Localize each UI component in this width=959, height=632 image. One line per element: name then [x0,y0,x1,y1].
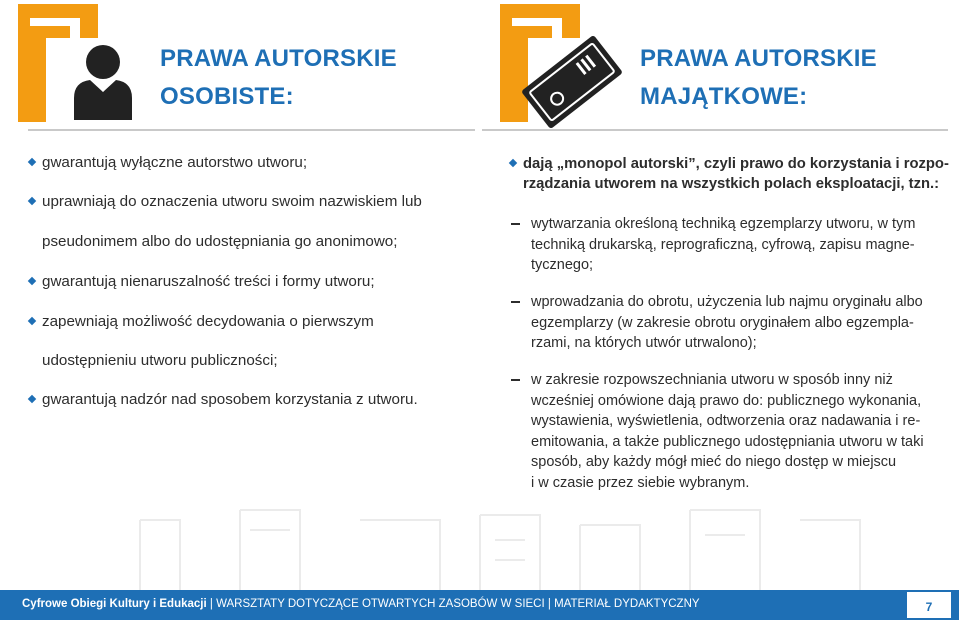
left-item-2: uprawniają do oznaczenia utworu swoim nazwiskiem lub [42,192,422,212]
right-lead-line2: rządzania utworem na wszystkich polach eksploatacji, tzn.: [523,176,940,192]
dash-bullet [511,379,520,381]
dash-bullet [511,301,520,303]
right-point-1: wytwarzania określoną techniką egzemplarzy utworu, w tym techniką drukarską, reprograficzną, cyfrową, zapisu magne- tycznego; [531,214,915,276]
right-divider [482,129,948,131]
left-title [160,40,397,116]
left-title-line2: OSOBISTE: [160,83,294,110]
left-item-2-cont: pseudonimem albo do udostępniania go anonimowo; [42,233,398,250]
left-item-4: zapewniają możliwość decydowania o pierwszym [42,312,374,332]
right-point-3: w zakresie rozpowszechniania utworu w sposób inny niż wcześniej omówione dają prawo do: publicznego wykonania, wystawienia, wyświetlenia, odtworzenia oraz nadawania i re- emitowania, a także publicznego udostępniania utworu w taki sposób, aby każdy mógł mieć do niego dostęp w miejscu i w czasie przez siebie wybranym. [531,370,924,493]
footer-separator: | [209,598,217,610]
right-header-graphic [490,0,640,130]
footer-brand: Cyfrowe Obiegi Kultury i Edukacji [22,598,207,610]
right-title-line1: PRAWA AUTORSKIE [640,45,877,72]
footer-separator: | [547,598,555,610]
right-lead-line1: dają „monopol autorski”, czyli prawo do korzystania i rozpo- [523,156,949,172]
left-item-3: gwarantują nienaruszalność treści i formy utworu; [42,272,375,292]
right-title [640,40,877,116]
dash-bullet [511,223,520,225]
diamond-bullet-icon [28,197,36,205]
diamond-bullet-icon [28,395,36,403]
left-header-graphic [0,0,160,125]
left-divider [28,129,475,131]
diamond-bullet-icon [509,159,517,167]
left-title-line1: PRAWA AUTORSKIE [160,45,397,72]
footer-workshop-label: WARSZTATY DOTYCZĄCE OTWARTYCH ZASOBÓW W SIECI [216,598,545,610]
page-number: 7 [905,590,953,620]
right-lead [523,154,949,194]
left-item-4-cont: udostępnieniu utworu publiczności; [42,352,278,369]
left-item-5: gwarantują nadzór nad sposobem korzystania z utworu. [42,390,418,410]
right-point-2: wprowadzania do obrotu, użyczenia lub najmu oryginału albo egzemplarzy (w zakresie obrotu oryginałem albo egzempla- rzami, na których utwór utrwalono); [531,292,923,354]
footer-text [22,598,700,610]
right-title-line2: MAJĄTKOWE: [640,83,808,110]
watermark-graphic [100,500,880,590]
footer-bar [0,590,959,620]
diamond-bullet-icon [28,317,36,325]
footer-material-label: MATERIAŁ DYDAKTYCZNY [554,598,700,610]
left-item-1: gwarantują wyłączne autorstwo utworu; [42,153,307,173]
diamond-bullet-icon [28,158,36,166]
diamond-bullet-icon [28,277,36,285]
